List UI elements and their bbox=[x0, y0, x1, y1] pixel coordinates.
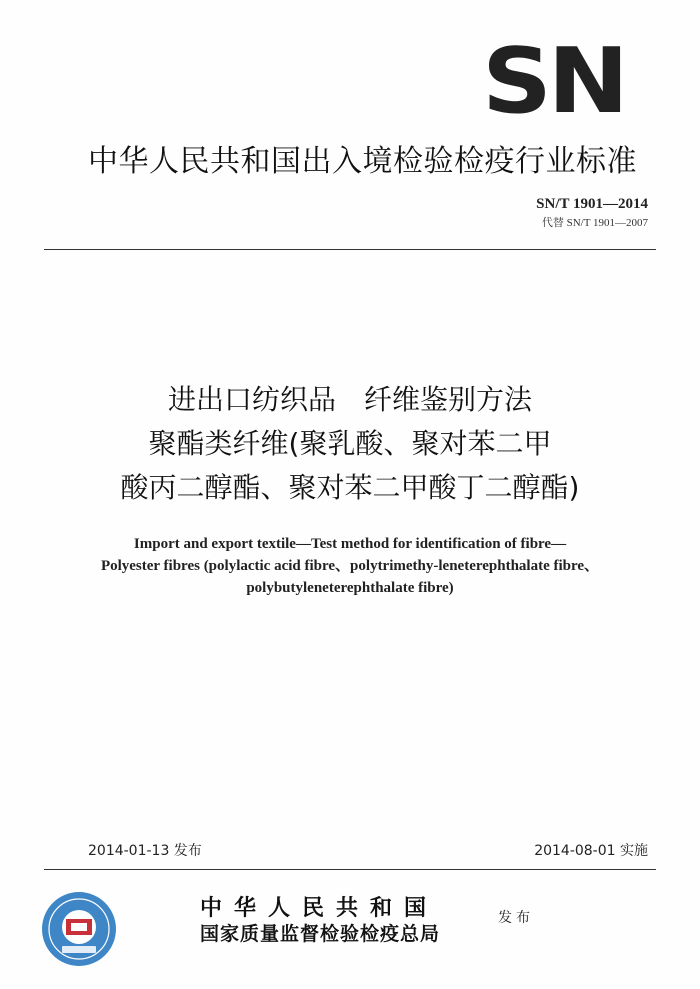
issuing-org-title: 中华人民共和国出入境检验检疫行业标准 bbox=[88, 144, 637, 179]
issue-date: 2014-01-13 发布 bbox=[88, 843, 202, 859]
chinese-title-line-3: 酸丙二醇酯、聚对苯二甲酸丁二醇酯) bbox=[120, 471, 580, 504]
publisher-line-2: 国家质量监督检验检疫总局 bbox=[200, 923, 441, 945]
implementation-date: 2014-08-01 实施 bbox=[534, 843, 648, 859]
publish-label: 发布 bbox=[498, 910, 534, 926]
certification-seal-icon bbox=[40, 890, 118, 968]
english-title-line-3: polybutyleneterephthalate fibre) bbox=[246, 580, 454, 596]
sn-logo: SN bbox=[482, 29, 625, 134]
replaces-standard: 代替 SN/T 1901—2007 bbox=[541, 217, 648, 229]
top-divider bbox=[44, 249, 656, 250]
publisher-line-1: 中华人民共和国 bbox=[200, 895, 439, 921]
standard-number: SN/T 1901—2014 bbox=[536, 196, 648, 212]
bottom-divider bbox=[44, 869, 656, 870]
english-title-line-2: Polyester fibres (polylactic acid fibre、polytrimethy-leneterephthalate fibre、 bbox=[100, 558, 600, 574]
chinese-title-line-1: 进出口纺织品 纤维鉴别方法 bbox=[167, 383, 532, 416]
publisher-block bbox=[200, 895, 440, 947]
chinese-title-line-2: 聚酯类纤维(聚乳酸、聚对苯二甲 bbox=[148, 427, 552, 460]
english-title-line-1: Import and export textile—Test method for identification of fibre— bbox=[133, 536, 567, 552]
